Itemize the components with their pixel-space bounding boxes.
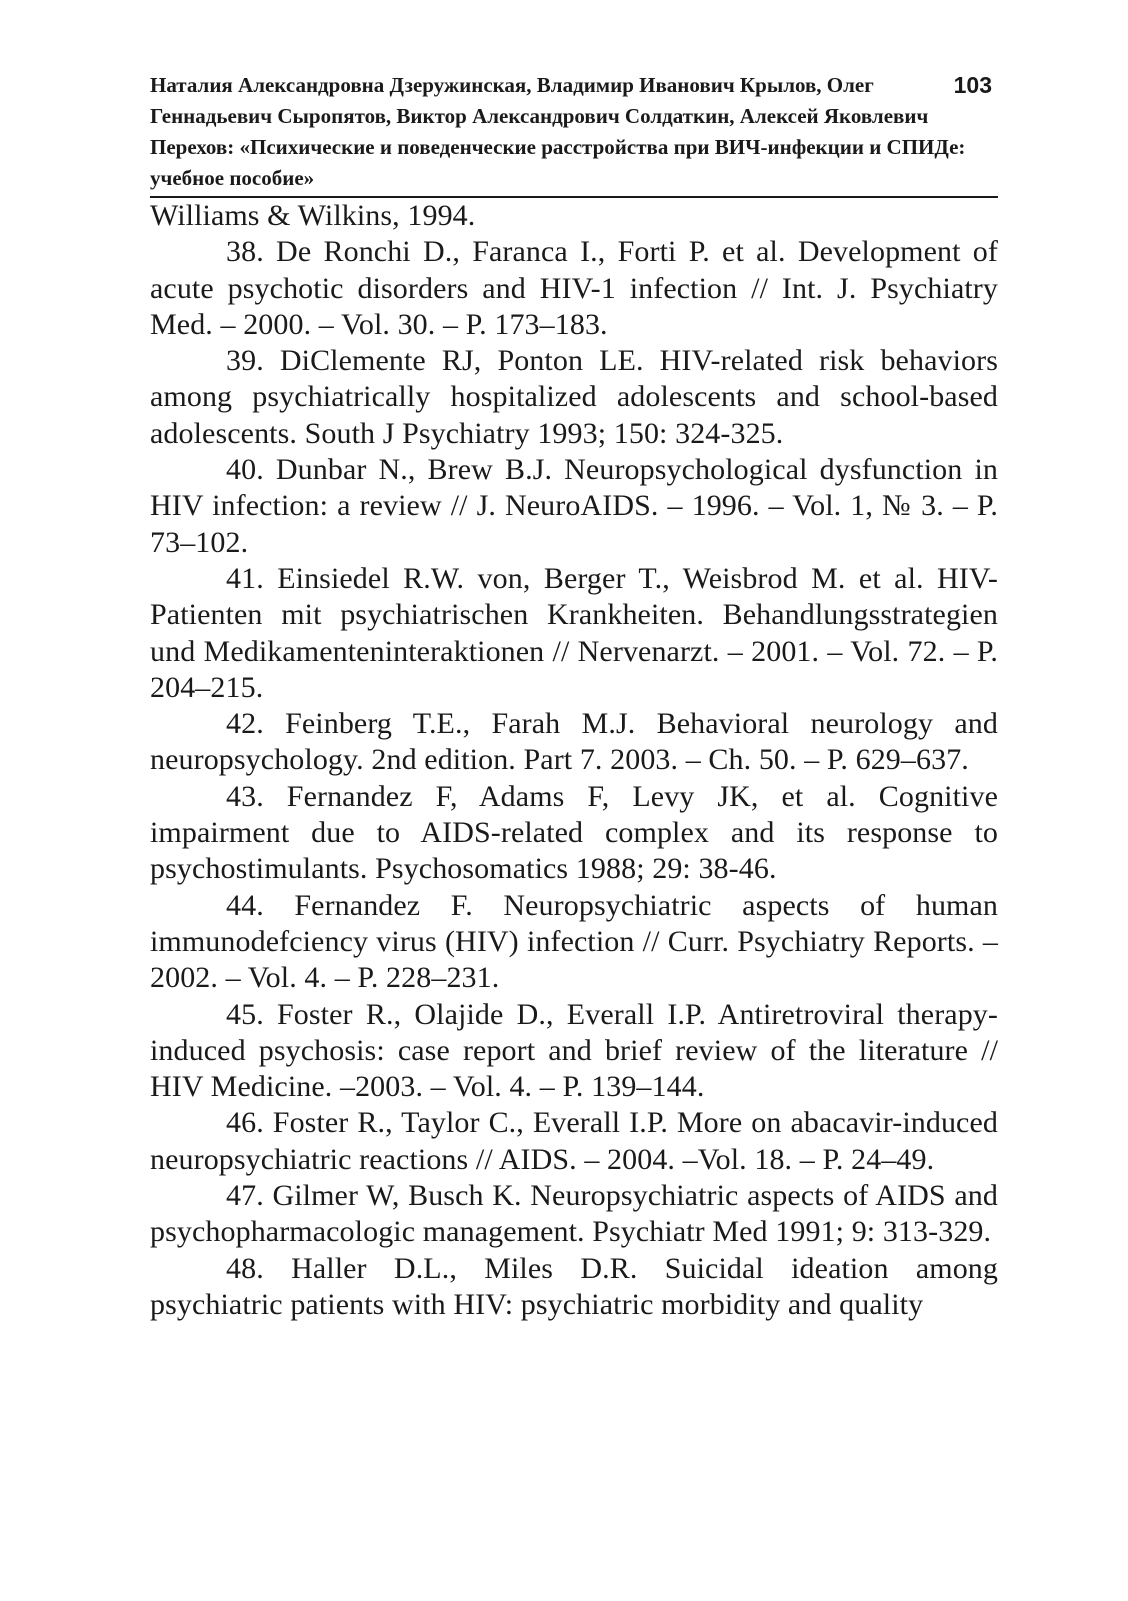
reference-40: 40. Dunbar N., Brew B.J. Neuropsychological dysfunction in HIV infection: a review // J. NeuroAIDS. – 1996. – Vol. 1, № 3. – P. 73–102. — [150, 453, 998, 559]
running-header — [150, 70, 998, 198]
page-number: 103 — [953, 72, 992, 98]
reference-46: 46. Foster R., Taylor C., Everall I.P. More on abacavir-induced neuropsychiatric reactions // AIDS. – 2004. –Vol. 18. – P. 24–49. — [150, 1106, 998, 1176]
header-title: Наталия Александровна Дзеружинская, Владимир Иванович Крылов, Олег Геннадьевич Сыропятов, Виктор Александрович Солдаткин, Алексей Яковлевич Перехов: «Психические и поведенческие расстройства при ВИЧ-инфекции и СПИДе: учебное пособие» — [150, 73, 966, 190]
reference-41: 41. Einsiedel R.W. von, Berger T., Weisbrod M. et al. HIV-Patienten mit psychiatrischen Krankheiten. Behandlungsstrategien und Medikamenteninteraktionen // Nervenarzt. – 2001. – Vol. 72. – P. 204–215. — [150, 561, 998, 704]
document-page — [150, 70, 998, 1323]
reference-48: 48. Haller D.L., Miles D.R. Suicidal ideation among psychiatric patients with HIV: psychiatric morbidity and quality — [150, 1251, 998, 1321]
reference-44: 44. Fernandez F. Neuropsychiatric aspects of human immunodefciency virus (HIV) infection // Curr. Psychiatry Reports. – 2002. – Vol. 4. – P. 228–231. — [150, 888, 998, 995]
reference-43: 43. Fernandez F, Adams F, Levy JK, et al. Cognitive impairment due to AIDS-related complex and its response to psychostimulants. Psychosomatics 1988; 29: 38-46. — [150, 779, 998, 886]
reference-45: 45. Foster R., Olajide D., Everall I.P. Antiretroviral therapy-induced psychosis: case report and brief review of the literature // HIV Medicine. –2003. – Vol. 4. – P. 139–144. — [150, 997, 998, 1104]
reference-38: 38. De Ronchi D., Faranca I., Forti P. et al. Development of acute psychotic disorders and HIV-1 infection // Int. J. Psychiatry Med. – 2000. – Vol. 30. – P. 173–183. — [150, 235, 998, 341]
reference-42: 42. Feinberg T.E., Farah M.J. Behavioral neurology and neuropsychology. 2nd edition. Part 7. 2003. – Ch. 50. – P. 629–637. — [150, 707, 998, 777]
reference-list — [150, 198, 998, 1323]
reference-continuation: Williams & Wilkins, 1994. — [150, 199, 476, 232]
reference-39: 39. DiClemente RJ, Ponton LE. HIV-related risk behaviors among psychiatrically hospitalized adolescents and school-based adolescents. South J Psychiatry 1993; 150: 324-325. — [150, 344, 998, 450]
reference-47: 47. Gilmer W, Busch K. Neuropsychiatric aspects of AIDS and psychopharmacologic management. Psychiatr Med 1991; 9: 313-329. — [150, 1179, 998, 1249]
